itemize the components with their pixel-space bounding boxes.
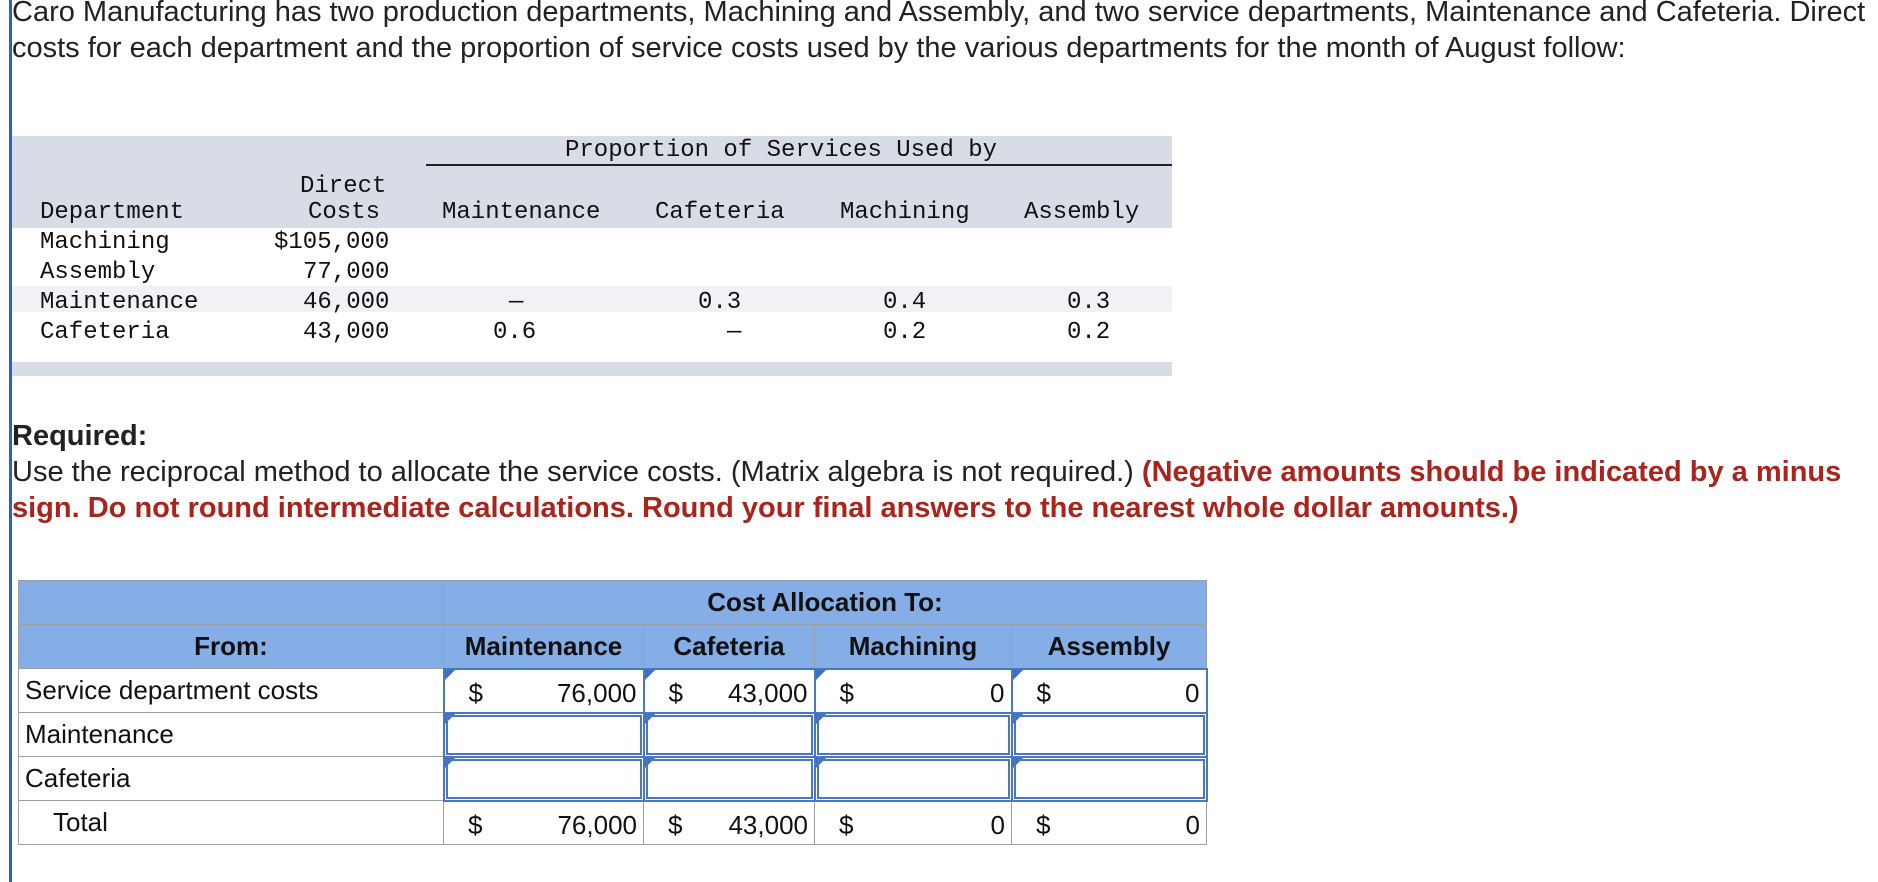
from-header: From: [19, 625, 444, 669]
row-maintenance: — [509, 289, 524, 316]
currency-symbol: $ [468, 809, 483, 840]
currency-symbol: $ [839, 677, 854, 708]
cell-value: 0 [990, 677, 1005, 708]
table-row [19, 801, 1207, 845]
row-label-maintenance: Maintenance [19, 713, 444, 757]
cafeteria-to-machining-input[interactable] [815, 757, 1012, 801]
row-label-cafeteria: Cafeteria [19, 757, 444, 801]
cafeteria-to-maintenance-input[interactable] [444, 757, 644, 801]
table-row [19, 757, 1207, 801]
row-department: Cafeteria [40, 319, 170, 346]
blank-header-cell [19, 581, 444, 625]
row-direct-costs: 46,000 [303, 289, 390, 316]
service-costs-machining-field[interactable] [815, 669, 1012, 713]
required-section [12, 418, 1872, 526]
group-header-row [19, 581, 1207, 625]
given-data-table [12, 136, 1172, 376]
currency-symbol: $ [1036, 809, 1051, 840]
currency-symbol: $ [839, 809, 854, 840]
row-department: Assembly [40, 259, 156, 286]
row-label-service-department-costs: Service department costs [19, 669, 444, 713]
cafeteria-to-assembly-input[interactable] [1012, 757, 1207, 801]
cell-value: 43,000 [727, 677, 808, 708]
group-header: Proportion of Services Used by [565, 137, 998, 164]
col-header-machining: Machining [815, 625, 1012, 669]
row-direct-costs: 43,000 [303, 319, 390, 346]
total-assembly [1012, 801, 1207, 845]
row-direct-costs: 77,000 [303, 259, 390, 286]
problem-intro: Caro Manufacturing has two production departments, Machining and Assembly, and two service departments, Maintenance and Cafeteria. Direct costs for each department and the proportion of service costs used by the various departments for the month of August follow: [12, 0, 1866, 64]
col-header-department: Department [40, 199, 185, 226]
row-direct-costs: $105,000 [274, 229, 390, 256]
cell-value: 0 [1185, 809, 1200, 840]
total-maintenance [444, 801, 644, 845]
table-row [19, 669, 1207, 713]
service-costs-assembly-field[interactable] [1012, 669, 1207, 713]
required-instructions: (Negative amounts should be indicated by a minus sign. Do not round intermediate calculations. Round your final answers to the nearest whole dollar amounts.) [12, 456, 1842, 524]
row-cafeteria: 0.3 [698, 289, 742, 316]
col-header-cafeteria: Cafeteria [644, 625, 815, 669]
col-header-maintenance: Maintenance [442, 199, 601, 226]
required-text-block [12, 454, 1872, 526]
cost-allocation-table [18, 580, 1208, 845]
row-maintenance: 0.6 [493, 319, 537, 346]
column-header-row [19, 625, 1207, 669]
currency-symbol: $ [468, 677, 483, 708]
row-label-total: Total [19, 801, 444, 845]
cell-value: 0 [1185, 677, 1200, 708]
col-header-maintenance: Maintenance [444, 625, 644, 669]
col-header-assembly: Assembly [1024, 199, 1140, 226]
row-cafeteria: — [727, 319, 742, 346]
required-text: Use the reciprocal method to allocate the service costs. (Matrix algebra is not required.) [12, 456, 1134, 488]
cost-allocation-header: Cost Allocation To: [444, 581, 1207, 625]
col-header-direct-1: Direct [300, 173, 387, 200]
currency-symbol: $ [1036, 677, 1051, 708]
currency-symbol: $ [668, 809, 683, 840]
col-header-cafeteria: Cafeteria [655, 199, 785, 226]
maintenance-to-cafeteria-input[interactable] [644, 713, 815, 757]
row-department: Machining [40, 229, 170, 256]
total-cafeteria [644, 801, 815, 845]
currency-symbol: $ [668, 677, 683, 708]
cell-value: 43,000 [728, 809, 808, 840]
cell-value: 0 [990, 809, 1005, 840]
cafeteria-to-cafeteria-input[interactable] [644, 757, 815, 801]
col-header-direct-2: Costs [308, 199, 381, 226]
maintenance-to-machining-input[interactable] [815, 713, 1012, 757]
row-assembly: 0.3 [1067, 289, 1111, 316]
service-costs-maintenance-field[interactable] [444, 669, 644, 713]
col-header-assembly: Assembly [1012, 625, 1207, 669]
row-assembly: 0.2 [1067, 319, 1111, 346]
table-row [19, 713, 1207, 757]
row-machining: 0.4 [883, 289, 927, 316]
total-machining [815, 801, 1012, 845]
row-machining: 0.2 [883, 319, 927, 346]
required-heading: Required: [12, 420, 148, 452]
row-department: Maintenance [40, 289, 199, 316]
maintenance-to-maintenance-input[interactable] [444, 713, 644, 757]
footer-shade [12, 362, 1172, 376]
cell-value: 76,000 [557, 809, 637, 840]
cell-value: 76,000 [556, 677, 637, 708]
service-costs-cafeteria-field[interactable] [644, 669, 815, 713]
maintenance-to-assembly-input[interactable] [1012, 713, 1207, 757]
col-header-machining: Machining [840, 199, 970, 226]
